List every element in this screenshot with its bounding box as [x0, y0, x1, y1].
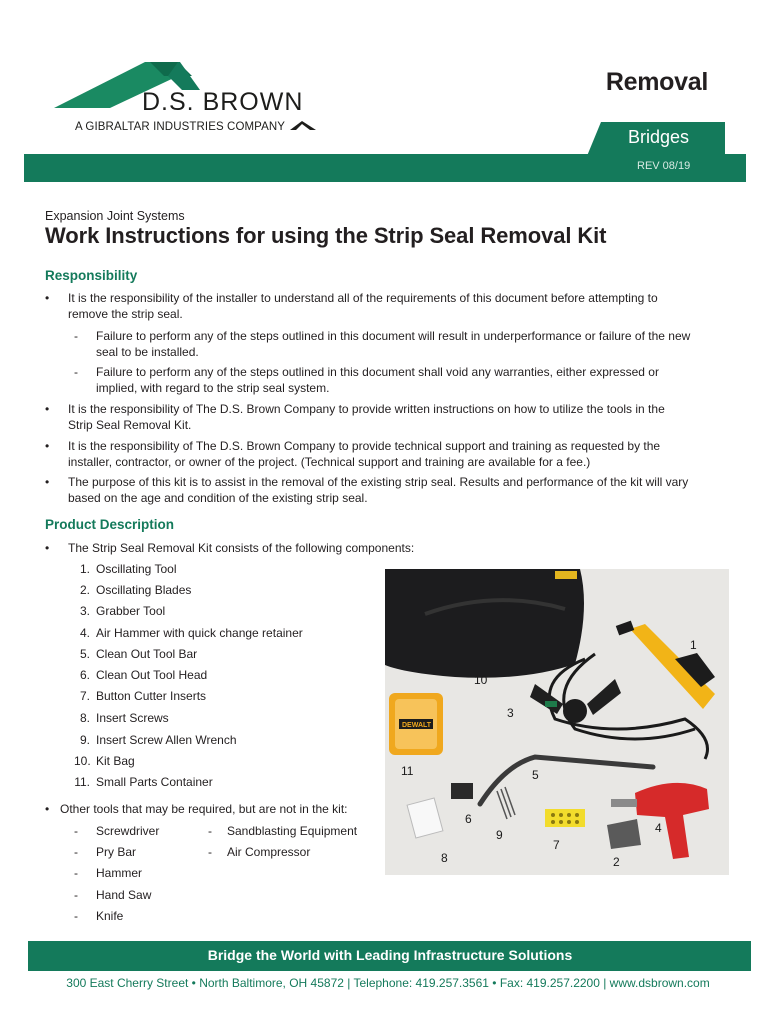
photo-label: 10 [474, 673, 488, 687]
component-number: 10. [74, 754, 91, 768]
button-cutter-inserts [545, 809, 585, 827]
bullet-icon: • [45, 439, 50, 453]
dash-icon: - [74, 824, 78, 838]
dash-icon: - [74, 909, 78, 923]
other-tool: Hammer [96, 866, 143, 880]
component-label: Small Parts Container [96, 775, 213, 789]
component-label: Clean Out Tool Bar [96, 647, 198, 661]
responsibility-subitem: Failure to perform any of the steps outlined in this document shall void any warranties, either expressed or implied, with regard to the strip seal system. [96, 365, 659, 395]
bullet-icon: • [45, 802, 50, 816]
responsibility-item: The purpose of this kit is to assist in the removal of the existing strip seal. Results and performance of the kit will vary based on the age and condition of the existing strip seal. [68, 475, 689, 505]
dash-icon: - [74, 365, 78, 379]
component-label: Grabber Tool [96, 604, 166, 618]
bridges-tab-label: Bridges [628, 127, 690, 147]
component-number: 9. [79, 733, 90, 747]
other-tool: Sandblasting Equipment [227, 824, 358, 838]
photo-label: 4 [655, 821, 662, 835]
responsibility-item: It is the responsibility of The D.S. Brown Company to provide written instructions on how to utilize the tools in the Strip Seal Removal Kit. [68, 402, 665, 432]
document-category: Expansion Joint Systems [45, 209, 185, 223]
photo-label: 8 [441, 851, 448, 865]
photo-label: 2 [613, 855, 620, 869]
component-label: Oscillating Tool [96, 562, 177, 576]
company-name: D.S. BROWN [142, 88, 304, 116]
other-tool: Pry Bar [96, 845, 137, 859]
clean-out-tool-head [451, 783, 473, 799]
page-title: Work Instructions for using the Strip Seal Removal Kit [45, 223, 607, 248]
responsibility-item: It is the responsibility of the installer to understand all of the requirements of this document before attempting to remove the strip seal. [68, 291, 658, 321]
dash-icon: - [74, 888, 78, 902]
photo-label: 5 [532, 768, 539, 782]
component-number: 1. [79, 562, 90, 576]
other-tool: Screwdriver [96, 824, 160, 838]
dash-icon: - [74, 845, 78, 859]
dash-icon: - [74, 866, 78, 880]
dash-icon: - [208, 824, 212, 838]
product-intro: The Strip Seal Removal Kit consists of the following components: [68, 541, 415, 555]
footer-contact: 300 East Cherry Street • North Baltimore, OH 45872 | Telephone: 419.257.3561 • Fax: 419.257.2200 | www.dsbrown.com [66, 976, 710, 990]
component-label: Insert Screws [96, 711, 169, 725]
dash-icon: - [74, 329, 78, 343]
component-number: 5. [79, 647, 90, 661]
kit-bag [385, 569, 584, 678]
other-tool: Knife [96, 909, 124, 923]
revision-label: REV 08/19 [637, 160, 691, 172]
photo-label: 1 [690, 638, 697, 652]
photo-label: 11 [401, 764, 414, 778]
photo-label: 6 [465, 812, 472, 826]
bullet-icon: • [45, 475, 50, 489]
component-number: 4. [79, 626, 90, 640]
responsibility-heading: Responsibility [45, 268, 138, 283]
bullet-icon: • [45, 291, 50, 305]
photo-label: 3 [507, 706, 514, 720]
component-label: Clean Out Tool Head [96, 668, 208, 682]
responsibility-subitem: Failure to perform any of the steps outlined in this document will result in underperformance or failure of the new seal to be installed. [96, 329, 691, 359]
container-brand: DEWALT [402, 722, 432, 729]
component-label: Oscillating Blades [96, 583, 192, 597]
component-label: Kit Bag [96, 754, 135, 768]
bullet-icon: • [45, 541, 50, 555]
company-subtitle: A GIBRALTAR INDUSTRIES COMPANY [75, 120, 316, 133]
component-number: 6. [79, 668, 90, 682]
component-label: Air Hammer with quick change retainer [96, 626, 303, 640]
other-tool: Hand Saw [96, 888, 152, 902]
kit-components-photo [385, 569, 729, 875]
component-label: Button Cutter Inserts [96, 689, 207, 703]
other-tools-intro: Other tools that may be required, but are not in the kit: [60, 802, 348, 816]
gibraltar-mark-icon [290, 120, 316, 131]
component-number: 3. [79, 604, 90, 618]
responsibility-item: It is the responsibility of The D.S. Brown Company to provide technical support and training as requested by the installer, contractor, or owner of the project. (Technical support and training are available for a fee.) [68, 439, 661, 469]
component-number: 8. [79, 711, 90, 725]
footer-tagline: Bridge the World with Leading Infrastructure Solutions [207, 947, 573, 963]
dash-icon: - [208, 845, 212, 859]
component-number: 2. [79, 583, 90, 597]
component-label: Insert Screw Allen Wrench [96, 733, 237, 747]
photo-label: 9 [496, 828, 503, 842]
bullet-icon: • [45, 402, 50, 416]
component-number: 7. [79, 689, 90, 703]
photo-label: 7 [553, 838, 560, 852]
component-number: 11. [74, 775, 90, 789]
product-description-heading: Product Description [45, 517, 175, 532]
small-parts-container [389, 693, 443, 755]
other-tool: Air Compressor [227, 845, 311, 859]
document-type: Removal [605, 68, 708, 96]
